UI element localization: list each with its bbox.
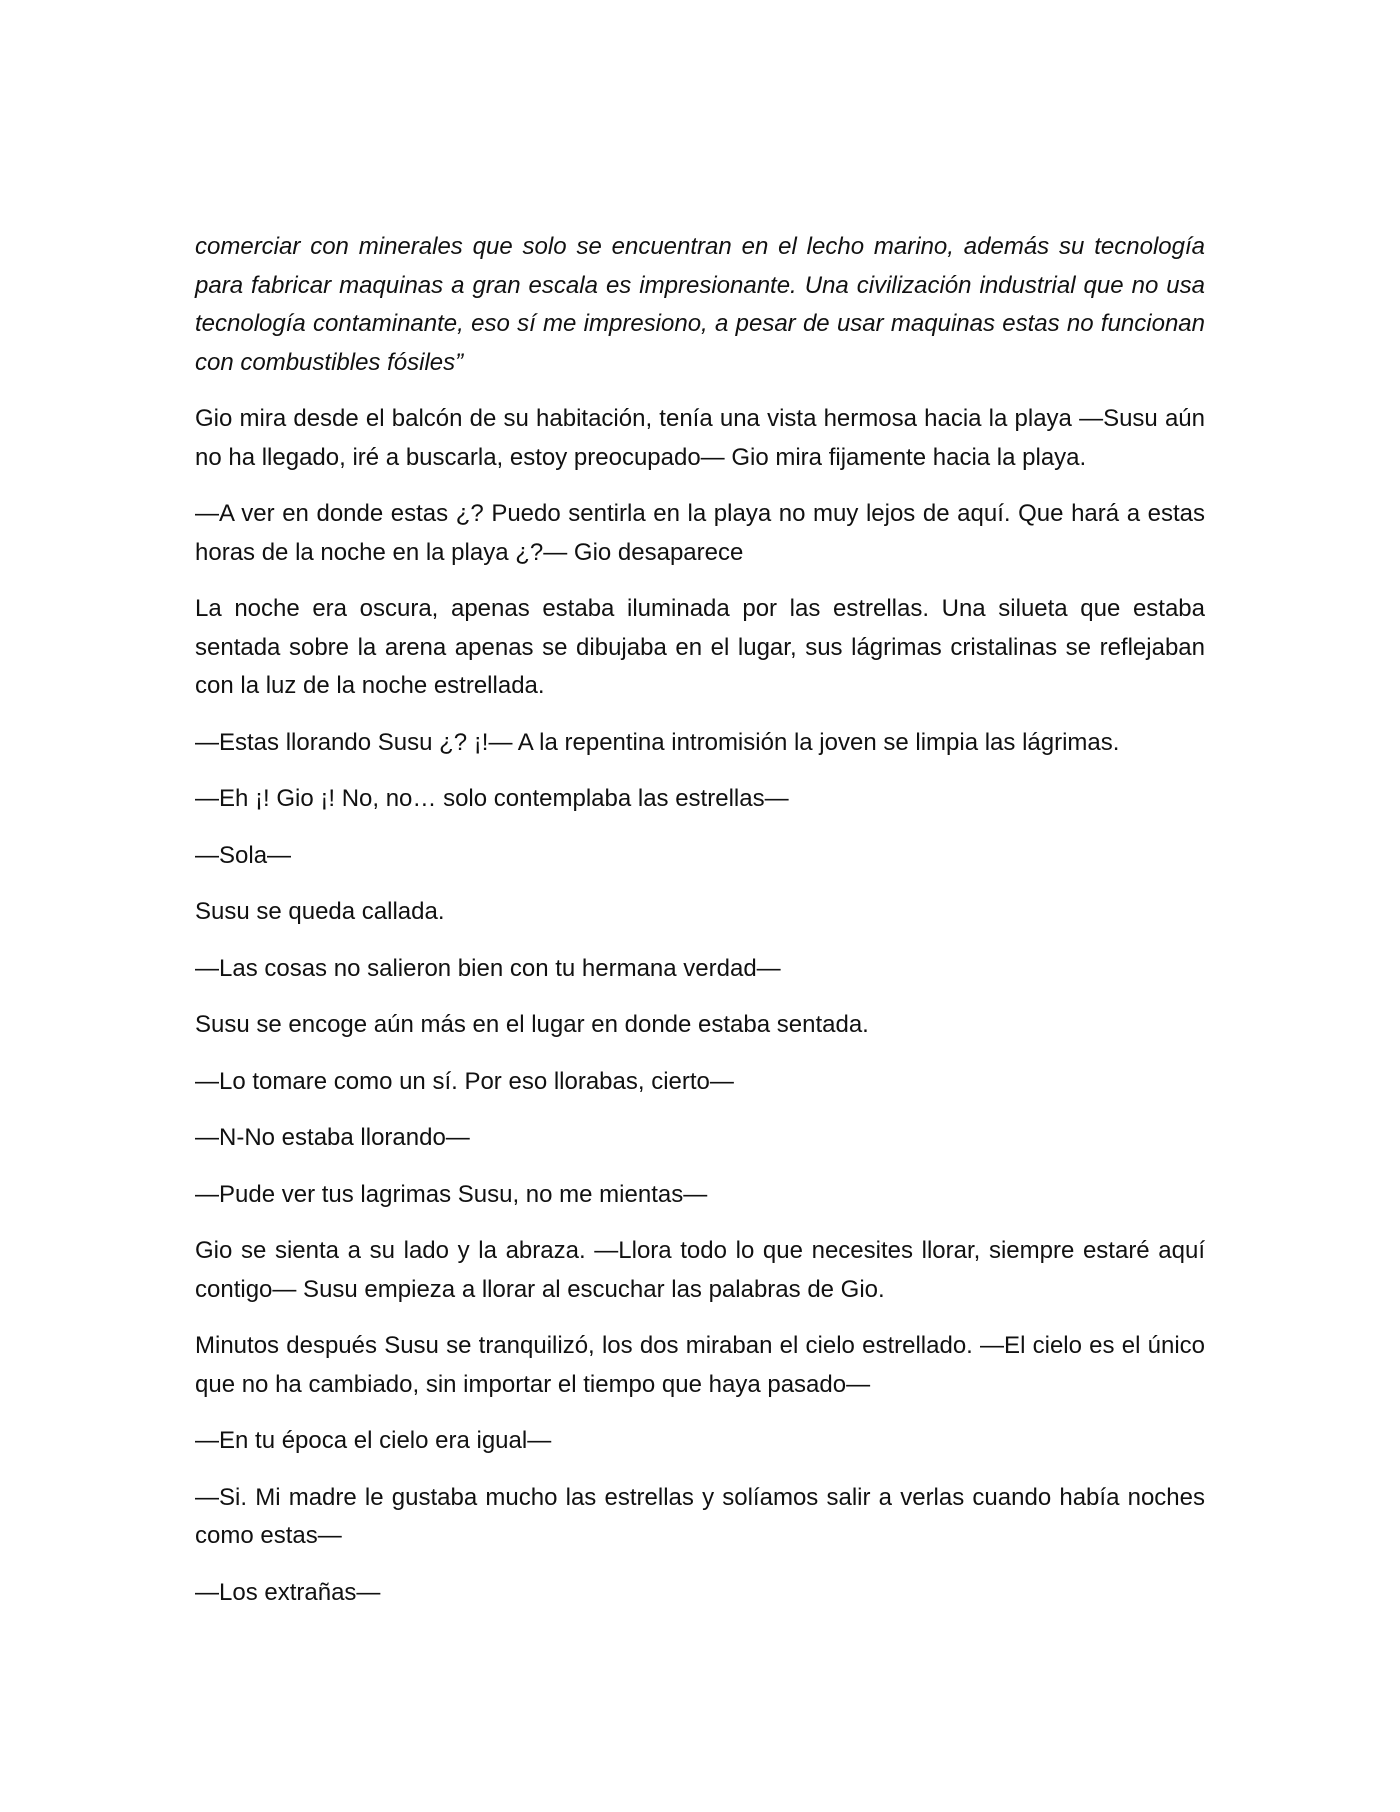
paragraph-5: —Estas llorando Susu ¿? ¡!— A la repentina intromisión la joven se limpia las lágrimas. [195, 728, 1120, 756]
paragraph-3: —A ver en donde estas ¿? Puedo sentirla en la playa no muy lejos de aquí. Que hará a estas horas de la noche en la playa ¿?— Gio desaparece [195, 500, 1205, 566]
paragraph-15: Minutos después Susu se tranquilizó, los dos miraban el cielo estrellado. —El cielo es el único que no ha cambiado, sin importar el tiempo que haya pasado— [195, 1332, 1205, 1398]
paragraph-12: —N-No estaba llorando— [195, 1124, 470, 1151]
paragraph-13: —Pude ver tus lagrimas Susu, no me mientas— [195, 1180, 708, 1208]
paragraph-6: —Eh ¡! Gio ¡! No, no… solo contemplaba las estrellas— [195, 785, 789, 812]
paragraph-2: Gio mira desde el balcón de su habitación, tenía una vista hermosa hacia la playa —Susu aún no ha llegado, iré a buscarla, estoy preocupado— Gio mira fijamente hacia la playa. [195, 405, 1205, 471]
paragraph-8: Susu se queda callada. [195, 898, 445, 925]
paragraph-9: —Las cosas no salieron bien con tu hermana verdad— [195, 954, 781, 982]
paragraph-14: Gio se sienta a su lado y la abraza. —Llora todo lo que necesites llorar, siempre estaré aquí contigo— Susu empieza a llorar al escuchar las palabras de Gio. [195, 1237, 1205, 1303]
body-text [195, 228, 1205, 1630]
paragraph-16: —En tu época el cielo era igual— [195, 1427, 552, 1454]
paragraph-4: La noche era oscura, apenas estaba iluminada por las estrellas. Una silueta que estaba sentada sobre la arena apenas se dibujaba en el lugar, sus lágrimas cristalinas se reflejaban con la luz de la noche estrellada. [195, 595, 1205, 699]
paragraph-10: Susu se encoge aún más en el lugar en donde estaba sentada. [195, 1011, 869, 1038]
paragraph-11: —Lo tomare como un sí. Por eso llorabas, cierto— [195, 1067, 734, 1095]
paragraph-1: comerciar con minerales que solo se encuentran en el lecho marino, además su tecnología para fabricar maquinas a gran escala es impresionante. Una civilización industrial que no usa tecnología contaminante, eso sí me impresiono, a pesar de usar maquinas estas no funcionan con combustibles fósiles” [195, 233, 1205, 376]
paragraph-17: —Si. Mi madre le gustaba mucho las estrellas y solíamos salir a verlas cuando había noches como estas— [195, 1483, 1205, 1549]
paragraph-18: —Los extrañas— [195, 1578, 381, 1606]
paragraph-7: —Sola— [195, 841, 292, 869]
